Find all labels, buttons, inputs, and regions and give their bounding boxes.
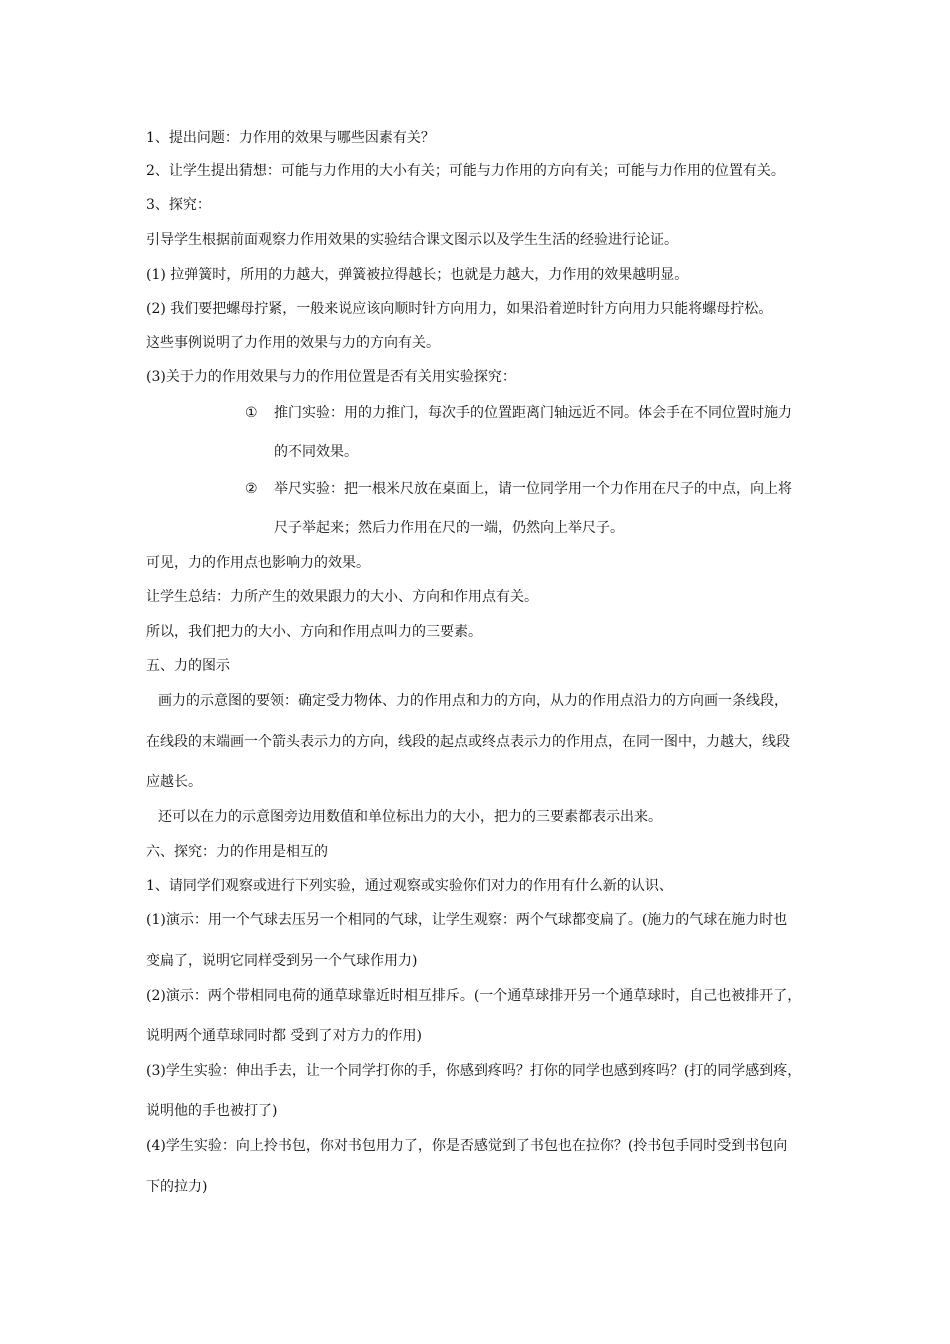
magnitude-line: 还可以在力的示意图旁边用数值和单位标出力的大小，把力的三要素都表示出来。 xyxy=(158,809,662,825)
experiment-marker: ② xyxy=(245,481,258,497)
diagram-rule-end: 应越长。 xyxy=(146,774,202,790)
ruler-experiment-continuation: 尺子举起来；然后力作用在尺的一端，仍然向上举尺子。 xyxy=(274,520,624,536)
pith-ball-demo-line: (2)演示：两个带相同电荷的通草球靠近时相互排斥。(一个通草球排开另一个通草球时，自己也被排开了， xyxy=(146,988,802,1004)
explore-heading: 3、探究： xyxy=(146,197,211,213)
section-five-heading: 五、力的图示 xyxy=(146,658,230,674)
door-experiment-line: 推门实验：用的力推门，每次手的位置距离门轴远近不同。体会手在不同位置时施力 xyxy=(274,405,792,421)
spring-line: (1) 拉弹簧时，所用的力越大，弹簧被拉得越长；也就是力越大，力作用的效果越明显。 xyxy=(146,267,689,283)
point-conclusion: 可见，力的作用点也影响力的效果。 xyxy=(146,555,370,571)
three-elements-line: 所以，我们把力的大小、方向和作用点叫力的三要素。 xyxy=(146,624,482,640)
hand-experiment-continuation: 说明他的手也被打了) xyxy=(146,1103,278,1119)
diagram-rule-continuation: 在线段的末端画一个箭头表示力的方向，线段的起点或终点表示力的作用点，在同一图中，力越大，线段 xyxy=(146,734,790,750)
question-line: 1、提出问题：力作用的效果与哪些因素有关？ xyxy=(146,130,435,146)
hand-experiment-line: (3)学生实验：伸出手去，让一个同学打你的手，你感到疼吗？打你的同学也感到疼吗？(打的同学感到疼， xyxy=(146,1063,802,1079)
balloon-demo-continuation: 变扁了，说明它同样受到另一个气球作用力) xyxy=(146,953,418,969)
position-experiment-intro: (3)关于力的作用效果与力的作用位置是否有关用实验探究： xyxy=(146,369,516,385)
diagram-rule-line: 画力的示意图的要领：确定受力物体、力的作用点和力的方向，从力的作用点沿力的方向画一条线段， xyxy=(158,693,788,709)
direction-conclusion: 这些事例说明了力作用的效果与力的方向有关。 xyxy=(146,335,440,351)
door-experiment-continuation: 的不同效果。 xyxy=(274,444,358,460)
summary-line: 让学生总结：力所产生的效果跟力的大小、方向和作用点有关。 xyxy=(146,589,538,605)
pith-ball-demo-continuation: 说明两个通草球同时都 受到了对方力的作用) xyxy=(146,1028,422,1044)
experiment-marker: ① xyxy=(245,405,258,421)
balloon-demo-line: (1)演示：用一个气球去压另一个相同的气球，让学生观察：两个气球都变扁了。(施力的气球在施力时也 xyxy=(146,912,788,928)
hypothesis-line: 2、让学生提出猜想：可能与力作用的大小有关；可能与力作用的方向有关；可能与力作用的位置有关。 xyxy=(146,163,785,179)
nut-line: (2) 我们要把螺母拧紧，一般来说应该向顺时针方向用力，如果沿着逆时针方向用力只能将螺母拧松。 xyxy=(146,301,773,317)
ruler-experiment-line: 举尺实验：把一根米尺放在桌面上，请一位同学用一个力作用在尺子的中点，向上将 xyxy=(274,481,792,497)
observe-instruction: 1、请同学们观察或进行下列实验，通过观察或实验你们对力的作用有什么新的认识、 xyxy=(146,878,673,894)
schoolbag-experiment-line: (4)学生实验：向上拎书包，你对书包用力了，你是否感觉到了书包也在拉你？(拎书包手同时受到书包向 xyxy=(146,1138,788,1154)
guide-line: 引导学生根据前面观察力作用效果的实验结合课文图示以及学生生活的经验进行论证。 xyxy=(146,232,678,248)
section-six-heading: 六、探究：力的作用是相互的 xyxy=(146,844,328,860)
schoolbag-experiment-continuation: 下的拉力) xyxy=(146,1179,208,1195)
